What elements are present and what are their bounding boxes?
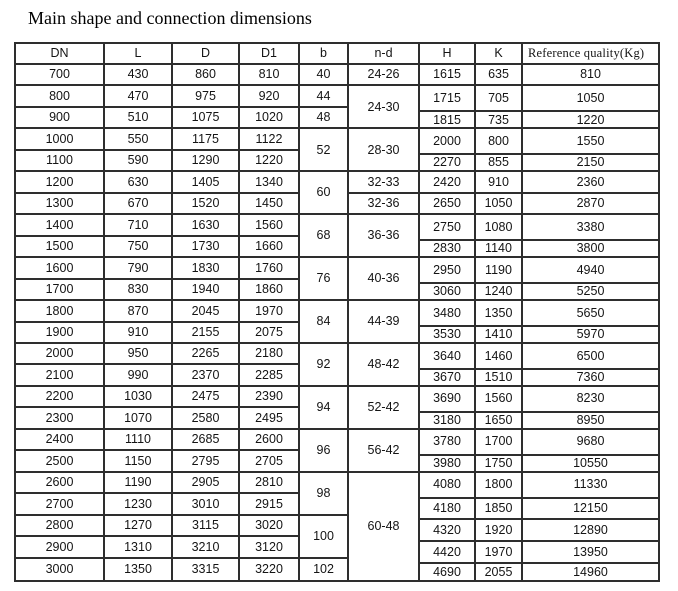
cell-k: 1240: [484, 284, 513, 299]
cell-k: 1920: [476, 520, 521, 542]
cell-l: 870: [105, 301, 173, 322]
cell-dn: 2300: [16, 408, 105, 429]
cell-d: 3010: [173, 494, 240, 515]
cell-k: 800: [476, 129, 521, 155]
cell-group-ref: [523, 387, 658, 430]
cell-d: 1290: [173, 151, 240, 172]
cell-group-ref: [523, 301, 658, 344]
cell-d1: 2495: [240, 408, 300, 429]
cell-dn: 900: [16, 108, 105, 129]
cell-d1: 1860: [240, 280, 300, 301]
cell-ref: 14960: [573, 564, 608, 579]
cell-l: 1190: [105, 473, 173, 494]
column-header-n-d: n-d: [349, 44, 420, 65]
cell-d1: 3220: [240, 559, 300, 580]
cell-group-h: [420, 473, 476, 580]
cell-nd: 60-48: [349, 473, 420, 580]
cell-l: 470: [105, 86, 173, 107]
cell-dn: 2400: [16, 430, 105, 451]
cell-dn: 1200: [16, 172, 105, 193]
cell-l: 710: [105, 215, 173, 236]
cell-h: 4180: [420, 499, 474, 521]
cell-ref: 6500: [523, 344, 658, 370]
cell-b: 84: [300, 301, 349, 344]
column-header-dn: DN: [16, 44, 105, 65]
cell-h: 3640: [420, 344, 474, 370]
cell-ref: 11330: [523, 473, 658, 499]
cell-group-h: [420, 301, 476, 344]
cell-dn: 1400: [16, 215, 105, 236]
cell-k: 1080: [476, 215, 521, 241]
cell-d1: 920: [240, 86, 300, 107]
cell-dn: 2200: [16, 387, 105, 408]
cell-group-k: [476, 258, 523, 301]
cell-b: 102: [300, 559, 349, 580]
cell-ref: 2150: [576, 155, 605, 170]
cell-d1: 1560: [240, 215, 300, 236]
cell-d1: 3120: [240, 537, 300, 558]
cell-ref: 1550: [523, 129, 658, 155]
cell-b: 44: [300, 86, 349, 107]
cell-h: 2650: [420, 194, 476, 215]
cell-k: 705: [476, 86, 521, 112]
cell-d1: 2180: [240, 344, 300, 365]
cell-h: 2950: [420, 258, 474, 284]
cell-d: 2795: [173, 451, 240, 472]
cell-l: 510: [105, 108, 173, 129]
dimensions-table: [14, 42, 660, 582]
cell-dn: 3000: [16, 559, 105, 580]
cell-l: 910: [105, 323, 173, 344]
cell-l: 750: [105, 237, 173, 258]
cell-group-ref: [523, 258, 658, 301]
cell-dn: 1000: [16, 129, 105, 150]
cell-b: 76: [300, 258, 349, 301]
cell-d1: 2915: [240, 494, 300, 515]
cell-nd: 32-36: [349, 194, 420, 215]
cell-group-h: [420, 387, 476, 430]
cell-group-k: [476, 129, 523, 172]
cell-d: 2580: [173, 408, 240, 429]
cell-h: 3530: [433, 327, 461, 342]
cell-d1: 3020: [240, 516, 300, 537]
cell-d1: 2705: [240, 451, 300, 472]
column-header-b: b: [300, 44, 349, 65]
cell-h: 4320: [420, 520, 474, 542]
cell-d: 2685: [173, 430, 240, 451]
cell-k: 1460: [476, 344, 521, 370]
cell-d: 1630: [173, 215, 240, 236]
cell-b: 92: [300, 344, 349, 387]
cell-ref: 810: [523, 65, 658, 86]
cell-group-k: [476, 86, 523, 129]
cell-d: 2265: [173, 344, 240, 365]
cell-k: 1050: [476, 194, 523, 215]
cell-d1: 1340: [240, 172, 300, 193]
cell-b: 40: [300, 65, 349, 86]
cell-b: 60: [300, 172, 349, 215]
cell-d1: 810: [240, 65, 300, 86]
cell-k: 1190: [476, 258, 521, 284]
cell-h: 3480: [420, 301, 474, 327]
cell-d1: 1122: [240, 129, 300, 150]
cell-k: 735: [488, 112, 509, 127]
cell-b: 100: [300, 516, 349, 559]
cell-d: 3315: [173, 559, 240, 580]
cell-dn: 2600: [16, 473, 105, 494]
cell-d: 1075: [173, 108, 240, 129]
column-header-h: H: [420, 44, 476, 65]
cell-ref: 2360: [523, 172, 658, 193]
cell-l: 790: [105, 258, 173, 279]
cell-ref: 12890: [523, 520, 658, 542]
cell-h: 3180: [433, 412, 461, 427]
cell-k: 1700: [476, 430, 521, 456]
cell-d1: 2810: [240, 473, 300, 494]
cell-group-ref: [523, 344, 658, 387]
cell-l: 950: [105, 344, 173, 365]
cell-h: 1715: [420, 86, 474, 112]
cell-nd: 24-30: [349, 86, 420, 129]
cell-d: 1405: [173, 172, 240, 193]
cell-dn: 1500: [16, 237, 105, 258]
cell-ref: 4940: [523, 258, 658, 284]
cell-group-ref: [523, 473, 658, 580]
cell-dn: 2000: [16, 344, 105, 365]
cell-l: 1070: [105, 408, 173, 429]
cell-h: 2270: [433, 155, 461, 170]
cell-h: 4690: [433, 564, 461, 579]
cell-h: 1815: [433, 112, 461, 127]
column-header-l: L: [105, 44, 173, 65]
cell-ref: 2870: [523, 194, 658, 215]
cell-nd: 52-42: [349, 387, 420, 430]
cell-group-k: [476, 387, 523, 430]
cell-d1: 1450: [240, 194, 300, 215]
cell-d1: 2285: [240, 365, 300, 386]
cell-l: 590: [105, 151, 173, 172]
cell-nd: 36-36: [349, 215, 420, 258]
column-header-d1: D1: [240, 44, 300, 65]
cell-d1: 1760: [240, 258, 300, 279]
cell-nd: 40-36: [349, 258, 420, 301]
cell-h: 3980: [433, 455, 461, 470]
cell-group-h: [420, 344, 476, 387]
cell-dn: 2800: [16, 516, 105, 537]
cell-d1: 2075: [240, 323, 300, 344]
cell-dn: 2900: [16, 537, 105, 558]
cell-h: 4420: [420, 542, 474, 564]
cell-l: 1350: [105, 559, 173, 580]
cell-d: 2475: [173, 387, 240, 408]
cell-h: 4080: [420, 473, 474, 499]
cell-l: 1230: [105, 494, 173, 515]
cell-d: 2905: [173, 473, 240, 494]
cell-ref: 5970: [576, 327, 605, 342]
cell-d1: 2600: [240, 430, 300, 451]
cell-group-h: [420, 430, 476, 473]
cell-nd: 28-30: [349, 129, 420, 172]
cell-b: 98: [300, 473, 349, 516]
cell-h: 3670: [433, 370, 461, 385]
cell-d1: 1220: [240, 151, 300, 172]
cell-dn: 2700: [16, 494, 105, 515]
cell-group-k: [476, 430, 523, 473]
cell-k: 1800: [476, 473, 521, 499]
cell-l: 1030: [105, 387, 173, 408]
cell-l: 670: [105, 194, 173, 215]
cell-d1: 1660: [240, 237, 300, 258]
cell-group-h: [420, 129, 476, 172]
cell-k: 910: [476, 172, 523, 193]
cell-d1: 2390: [240, 387, 300, 408]
cell-ref: 9680: [523, 430, 658, 456]
cell-h: 2000: [420, 129, 474, 155]
cell-group-ref: [523, 215, 658, 258]
cell-dn: 1100: [16, 151, 105, 172]
cell-d: 3210: [173, 537, 240, 558]
cell-b: 52: [300, 129, 349, 172]
cell-l: 1110: [105, 430, 173, 451]
cell-dn: 800: [16, 86, 105, 107]
cell-b: 96: [300, 430, 349, 473]
cell-k: 635: [476, 65, 523, 86]
cell-nd: 24-26: [349, 65, 420, 86]
cell-k: 1140: [485, 241, 512, 256]
cell-d: 860: [173, 65, 240, 86]
cell-h: 2830: [433, 241, 461, 256]
cell-b: 48: [300, 108, 349, 129]
cell-h: 2750: [420, 215, 474, 241]
cell-l: 990: [105, 365, 173, 386]
cell-l: 1150: [105, 451, 173, 472]
cell-group-ref: [523, 129, 658, 172]
cell-l: 630: [105, 172, 173, 193]
cell-group-h: [420, 86, 476, 129]
cell-group-k: [476, 301, 523, 344]
cell-nd: 56-42: [349, 430, 420, 473]
cell-group-h: [420, 258, 476, 301]
cell-k: 1410: [484, 327, 513, 342]
cell-ref: 10550: [573, 455, 608, 470]
cell-ref: 1050: [523, 86, 658, 112]
cell-b: 94: [300, 387, 349, 430]
cell-group-ref: [523, 86, 658, 129]
cell-k: 1850: [476, 499, 521, 521]
cell-l: 430: [105, 65, 173, 86]
cell-d: 3115: [173, 516, 240, 537]
cell-dn: 700: [16, 65, 105, 86]
cell-k: 1350: [476, 301, 521, 327]
cell-ref: 7360: [576, 370, 605, 385]
cell-l: 550: [105, 129, 173, 150]
cell-ref: 5650: [523, 301, 658, 327]
cell-ref: 8230: [523, 387, 658, 413]
cell-group-h: [420, 215, 476, 258]
cell-h: 3060: [433, 284, 461, 299]
cell-ref: 3800: [576, 241, 605, 256]
cell-dn: 2500: [16, 451, 105, 472]
cell-nd: 48-42: [349, 344, 420, 387]
cell-k: 1970: [476, 542, 521, 564]
cell-ref: 12150: [523, 499, 658, 521]
cell-ref: 8950: [576, 412, 605, 427]
cell-l: 1270: [105, 516, 173, 537]
cell-h: 3780: [420, 430, 474, 456]
cell-d: 2155: [173, 323, 240, 344]
cell-ref: 5250: [576, 284, 605, 299]
column-header-reference-quality-kg: Reference quality(Kg): [523, 44, 658, 65]
page-title: Main shape and connection dimensions: [28, 8, 312, 28]
cell-nd: 44-39: [349, 301, 420, 344]
cell-ref: 1220: [576, 112, 605, 127]
cell-k: 1560: [476, 387, 521, 413]
cell-k: 2055: [484, 564, 513, 579]
cell-h: 3690: [420, 387, 474, 413]
cell-dn: 1600: [16, 258, 105, 279]
column-header-k: K: [476, 44, 523, 65]
cell-b: 68: [300, 215, 349, 258]
cell-h: 1615: [420, 65, 476, 86]
cell-group-ref: [523, 430, 658, 473]
cell-k: 1510: [484, 370, 513, 385]
cell-d: 975: [173, 86, 240, 107]
cell-l: 830: [105, 280, 173, 301]
cell-group-k: [476, 473, 523, 580]
cell-dn: 1300: [16, 194, 105, 215]
column-header-d: D: [173, 44, 240, 65]
cell-d: 2045: [173, 301, 240, 322]
cell-dn: 2100: [16, 365, 105, 386]
cell-d1: 1970: [240, 301, 300, 322]
cell-group-k: [476, 215, 523, 258]
cell-d: 1940: [173, 280, 240, 301]
cell-k: 1650: [484, 412, 513, 427]
cell-k: 1750: [484, 455, 513, 470]
cell-d: 1520: [173, 194, 240, 215]
cell-ref: 13950: [523, 542, 658, 564]
cell-d: 1175: [173, 129, 240, 150]
cell-d: 1730: [173, 237, 240, 258]
cell-d: 1830: [173, 258, 240, 279]
cell-l: 1310: [105, 537, 173, 558]
cell-k: 855: [488, 155, 509, 170]
cell-group-k: [476, 344, 523, 387]
cell-ref: 3380: [523, 215, 658, 241]
cell-dn: 1900: [16, 323, 105, 344]
cell-nd: 32-33: [349, 172, 420, 193]
cell-h: 2420: [420, 172, 476, 193]
cell-dn: 1700: [16, 280, 105, 301]
cell-d1: 1020: [240, 108, 300, 129]
cell-d: 2370: [173, 365, 240, 386]
cell-dn: 1800: [16, 301, 105, 322]
